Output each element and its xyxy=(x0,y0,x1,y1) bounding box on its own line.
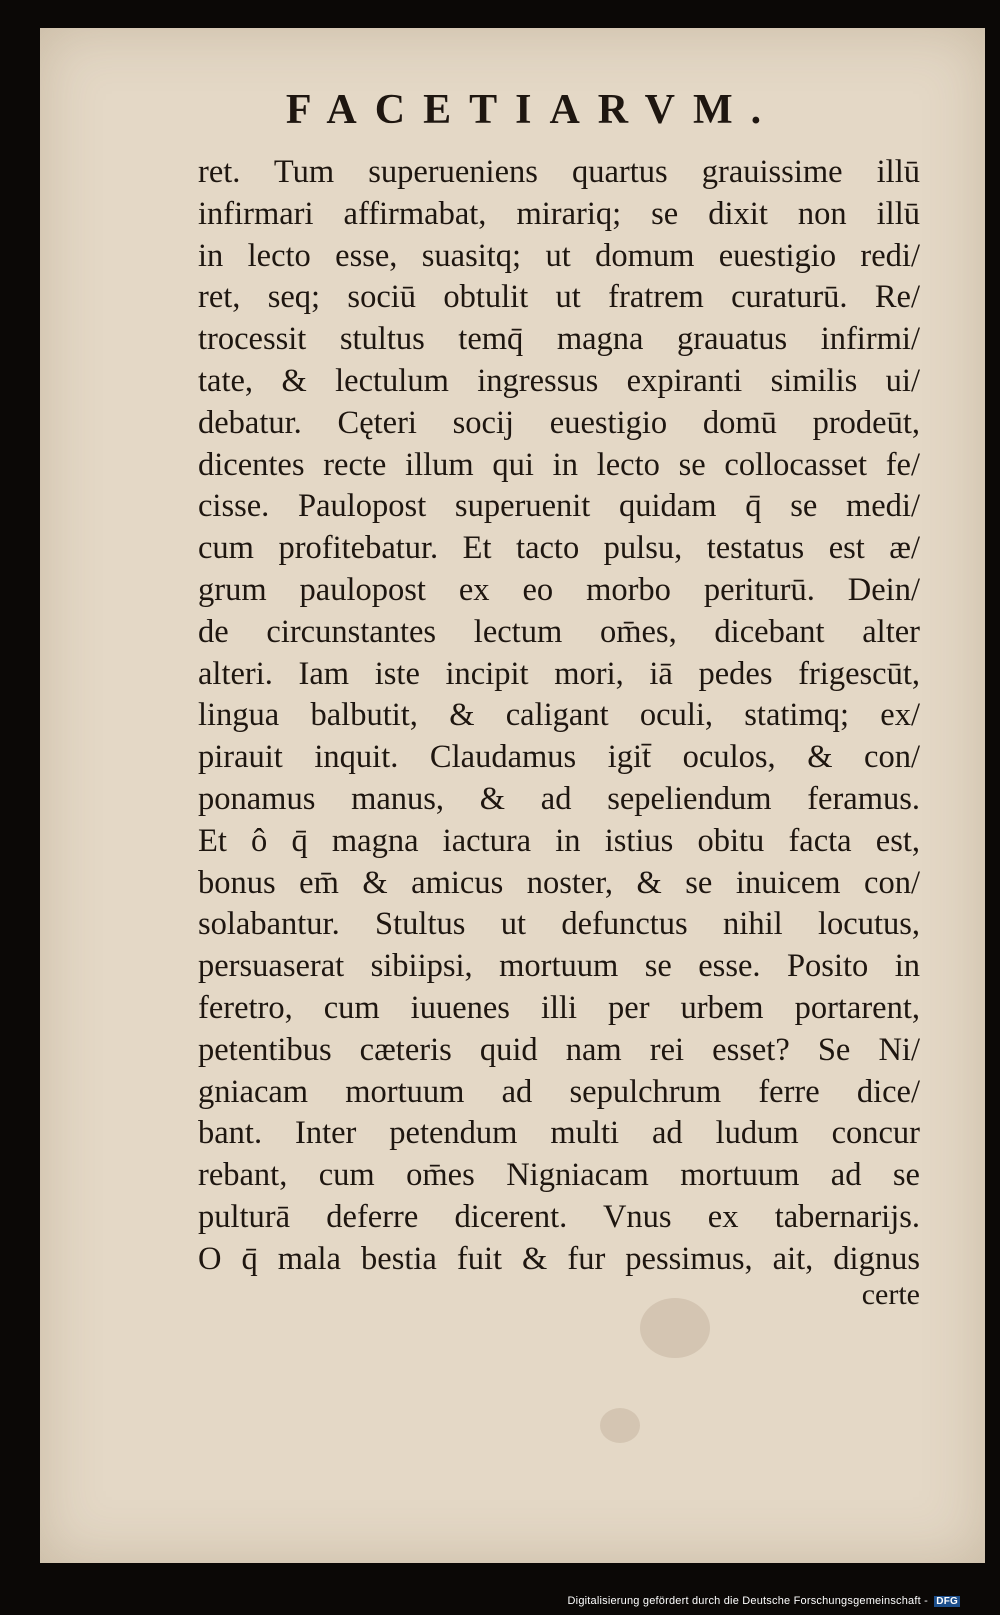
text-line: trocessit stultus temq̄ magna grauatus infirmi/ xyxy=(198,321,920,358)
footer-bar xyxy=(0,1563,1000,1615)
text-line: cum profitebatur. Et tacto pulsu, testatus est æ/ xyxy=(198,530,920,567)
text-line: gniacam mortuum ad sepulchrum ferre dice/ xyxy=(198,1073,920,1110)
text-line: bant. Inter petendum multi ad ludum concur xyxy=(198,1115,920,1152)
text-line: debatur. Cęteri socij euestigio domū prodeūt, xyxy=(198,404,920,441)
footer-credit-text: Digitalisierung gefördert durch die Deutsche Forschungsgemeinschaft - xyxy=(567,1595,929,1607)
text-line: pirauit inquit. Claudamus igit̄ oculos, & con/ xyxy=(198,739,920,776)
text-line: alteri. Iam iste incipit mori, iā pedes frigescūt, xyxy=(198,655,920,692)
running-head: FACETIARVM. xyxy=(285,87,780,133)
text-line: bonus em̄ & amicus noster, & se inuicem con/ xyxy=(198,864,920,901)
text-line: solabantur. Stultus ut defunctus nihil locutus, xyxy=(198,906,920,943)
text-line: feretro, cum iuuenes illi per urbem portarent, xyxy=(198,989,920,1026)
text-block xyxy=(198,152,920,1281)
text-line: petentibus cæteris quid nam rei esset? Se Ni/ xyxy=(198,1031,920,1068)
text-line: infirmari affirmabat, mirariq; se dixit non illū xyxy=(198,195,920,232)
paper-stain xyxy=(640,1298,710,1358)
text-line: Et ô q̄ magna iactura in istius obitu facta est, xyxy=(198,822,920,859)
text-line: pulturā deferre dicerent. Vnus ex tabernarijs. xyxy=(198,1198,920,1235)
text-line: ret, seq; sociū obtulit ut fratrem curaturū. Re/ xyxy=(198,279,920,316)
catchword: certe xyxy=(861,1278,920,1311)
footer-credit xyxy=(568,1595,960,1607)
text-line: de circunstantes lectum om̄es, dicebant alter xyxy=(198,613,920,650)
text-line: O q̄ mala bestia fuit & fur pessimus, ait, dignus xyxy=(198,1240,920,1277)
text-line: tate, & lectulum ingressus expiranti similis ui/ xyxy=(198,362,920,399)
text-line: lingua balbutit, & caligant oculi, statimq; ex/ xyxy=(198,697,920,734)
text-line: cisse. Paulopost superuenit quidam q̄ se medi/ xyxy=(198,488,920,525)
text-line: dicentes recte illum qui in lecto se collocasset fe/ xyxy=(198,446,920,483)
text-line: grum paulopost ex eo morbo periturū. Dein/ xyxy=(198,571,920,608)
book-page xyxy=(40,28,985,1563)
text-line: ret. Tum superueniens quartus grauissime illū xyxy=(198,154,920,190)
text-line: in lecto esse, suasitq; ut domum euestigio redi/ xyxy=(198,237,920,274)
text-line: ponamus manus, & ad sepeliendum feramus. xyxy=(198,780,920,817)
dfg-logo: DFG xyxy=(936,1596,958,1607)
paper-stain xyxy=(600,1408,640,1443)
text-line: rebant, cum om̄es Nigniacam mortuum ad se xyxy=(198,1157,920,1194)
text-line: persuaserat sibiipsi, mortuum se esse. Posito in xyxy=(198,948,920,985)
